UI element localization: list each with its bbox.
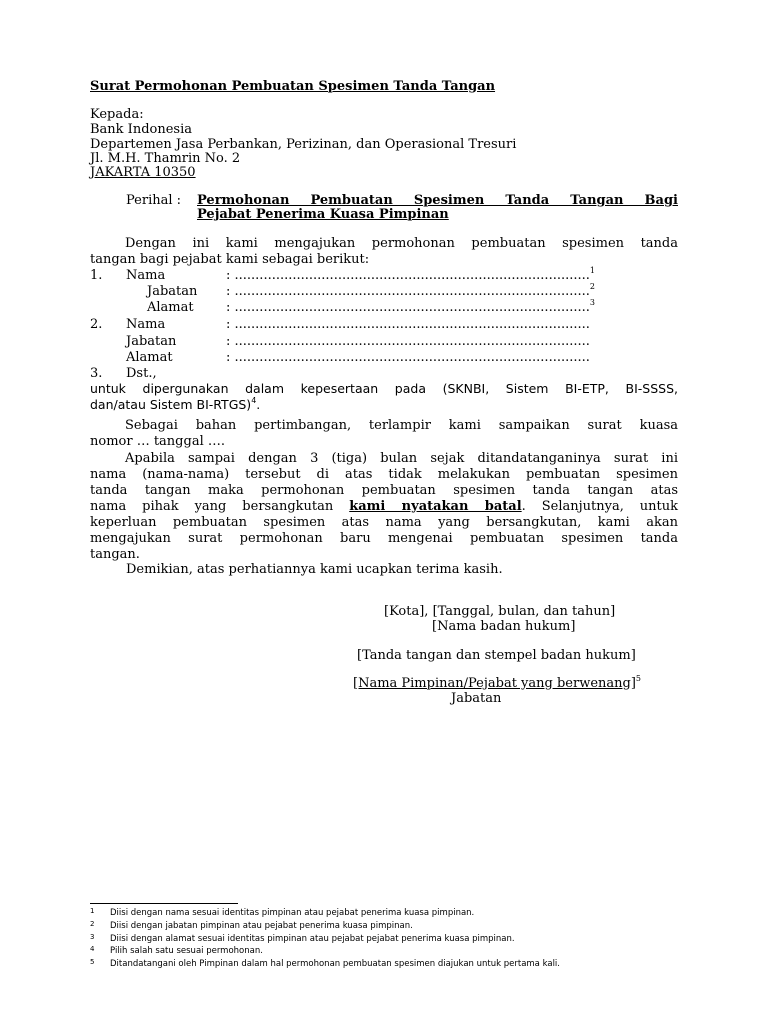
apabila-line-7: tangan.	[90, 547, 140, 562]
usage-line-1: untuk dipergunakan dalam kepesertaan pada (SKNBI, Sistem BI-ETP, BI-SSSS,	[90, 381, 678, 396]
field-dots-alamat-1: : ......................................................................................$^3$	[226, 298, 595, 315]
field-dots-alamat-2: : ......................................................................................	[226, 350, 590, 365]
field-dots-jabatan-2: : ......................................................................................	[226, 334, 590, 349]
superscript-1: 1	[589, 266, 595, 275]
field-label-jabatan-1: Jabatan	[147, 284, 198, 299]
intro-line-1: Dengan ini kami mengajukan permohonan pembuatan spesimen tanda	[125, 236, 678, 251]
perihal-line-2: Pejabat Penerima Kuasa Pimpinan	[197, 207, 449, 222]
apabila-line-5: keperluan pembuatan spesimen atas nama yang bersangkutan, kami akan	[90, 515, 678, 530]
usage-line-2: dan/atau Sistem BI-RTGS)$^4$.	[90, 396, 261, 412]
signature-name: [Nama Pimpinan/Pejabat yang berwenang]$^5$	[353, 674, 642, 691]
field-dots-nama-1: : ......................................................................................$^1$	[226, 266, 595, 283]
apabila-paragraph	[90, 451, 678, 563]
apabila-line-3: tanda tangan maka permohonan pembuatan spesimen tanda tangan atas	[90, 483, 678, 498]
superscript-4: 4	[251, 396, 257, 405]
field-dots-jabatan-1: : ......................................................................................$^2$	[226, 282, 595, 299]
address-line-4: JAKARTA 10350	[90, 165, 196, 180]
field-label-nama-2: Nama	[126, 317, 166, 332]
field-label-dst: Dst.,	[126, 366, 157, 381]
address-kepada: Kepada:	[90, 107, 144, 122]
pertimbangan-line-1: Sebagai bahan pertimbangan, terlampir kami sampaikan surat kuasa	[125, 418, 678, 433]
document-title: Surat Permohonan Pembuatan Spesimen Tanda Tangan	[90, 79, 496, 94]
apabila-line-4: nama pihak yang bersangkutan kami nyatakan batal. Selanjutnya, untuk	[90, 499, 679, 514]
apabila-line-2: nama (nama-nama) tersebut di atas tidak melakukan pembuatan spesimen	[90, 467, 678, 482]
closing-line: Demikian, atas perhatiannya kami ucapkan terima kasih.	[126, 562, 503, 577]
address-line-2: Departemen Jasa Perbankan, Perizinan, dan Operasional Tresuri	[90, 137, 517, 152]
field-label-jabatan-2: Jabatan	[126, 334, 177, 349]
signature-stamp: [Tanda tangan dan stempel badan hukum]	[357, 648, 636, 663]
intro-paragraph	[90, 236, 678, 268]
footnote-divider	[90, 903, 238, 904]
pertimbangan-line-2: nomor … tanggal ….	[90, 434, 225, 449]
intro-line-2: tangan bagi pejabat kami sebagai berikut:	[90, 252, 370, 267]
pertimbangan-paragraph	[90, 418, 678, 450]
field-label-alamat-1: Alamat	[147, 300, 194, 315]
list-number-2: 2.	[90, 317, 103, 332]
field-dots-nama-2: : ......................................................................................	[226, 317, 590, 332]
apabila-line-1: Apabila sampai dengan 3 (tiga) bulan sejak ditandatanganinya surat ini	[125, 451, 678, 466]
perihal-line-1: Permohonan Pembuatan Spesimen Tanda Tangan Bagi	[197, 193, 678, 208]
superscript-5: 5	[635, 674, 642, 683]
address-line-1: Bank Indonesia	[90, 122, 192, 137]
batal-emphasis: kami nyatakan batal	[349, 499, 522, 514]
signature-position: Jabatan	[451, 691, 502, 706]
usage-paragraph	[90, 381, 678, 413]
perihal-label: Perihal :	[126, 193, 182, 208]
superscript-3: 3	[589, 298, 595, 307]
list-number-3: 3.	[90, 366, 103, 381]
superscript-2: 2	[589, 282, 595, 291]
apabila-line-6: mengajukan surat permohonan baru mengenai pembuatan spesimen tanda	[90, 531, 678, 546]
field-label-nama-1: Nama	[126, 268, 166, 283]
signature-place-date: [Kota], [Tanggal, bulan, dan tahun]	[384, 604, 616, 619]
signature-entity: [Nama badan hukum]	[432, 619, 576, 634]
address-line-3: Jl. M.H. Thamrin No. 2	[90, 151, 241, 166]
list-number-1: 1.	[90, 268, 103, 283]
field-label-alamat-2: Alamat	[126, 350, 173, 365]
